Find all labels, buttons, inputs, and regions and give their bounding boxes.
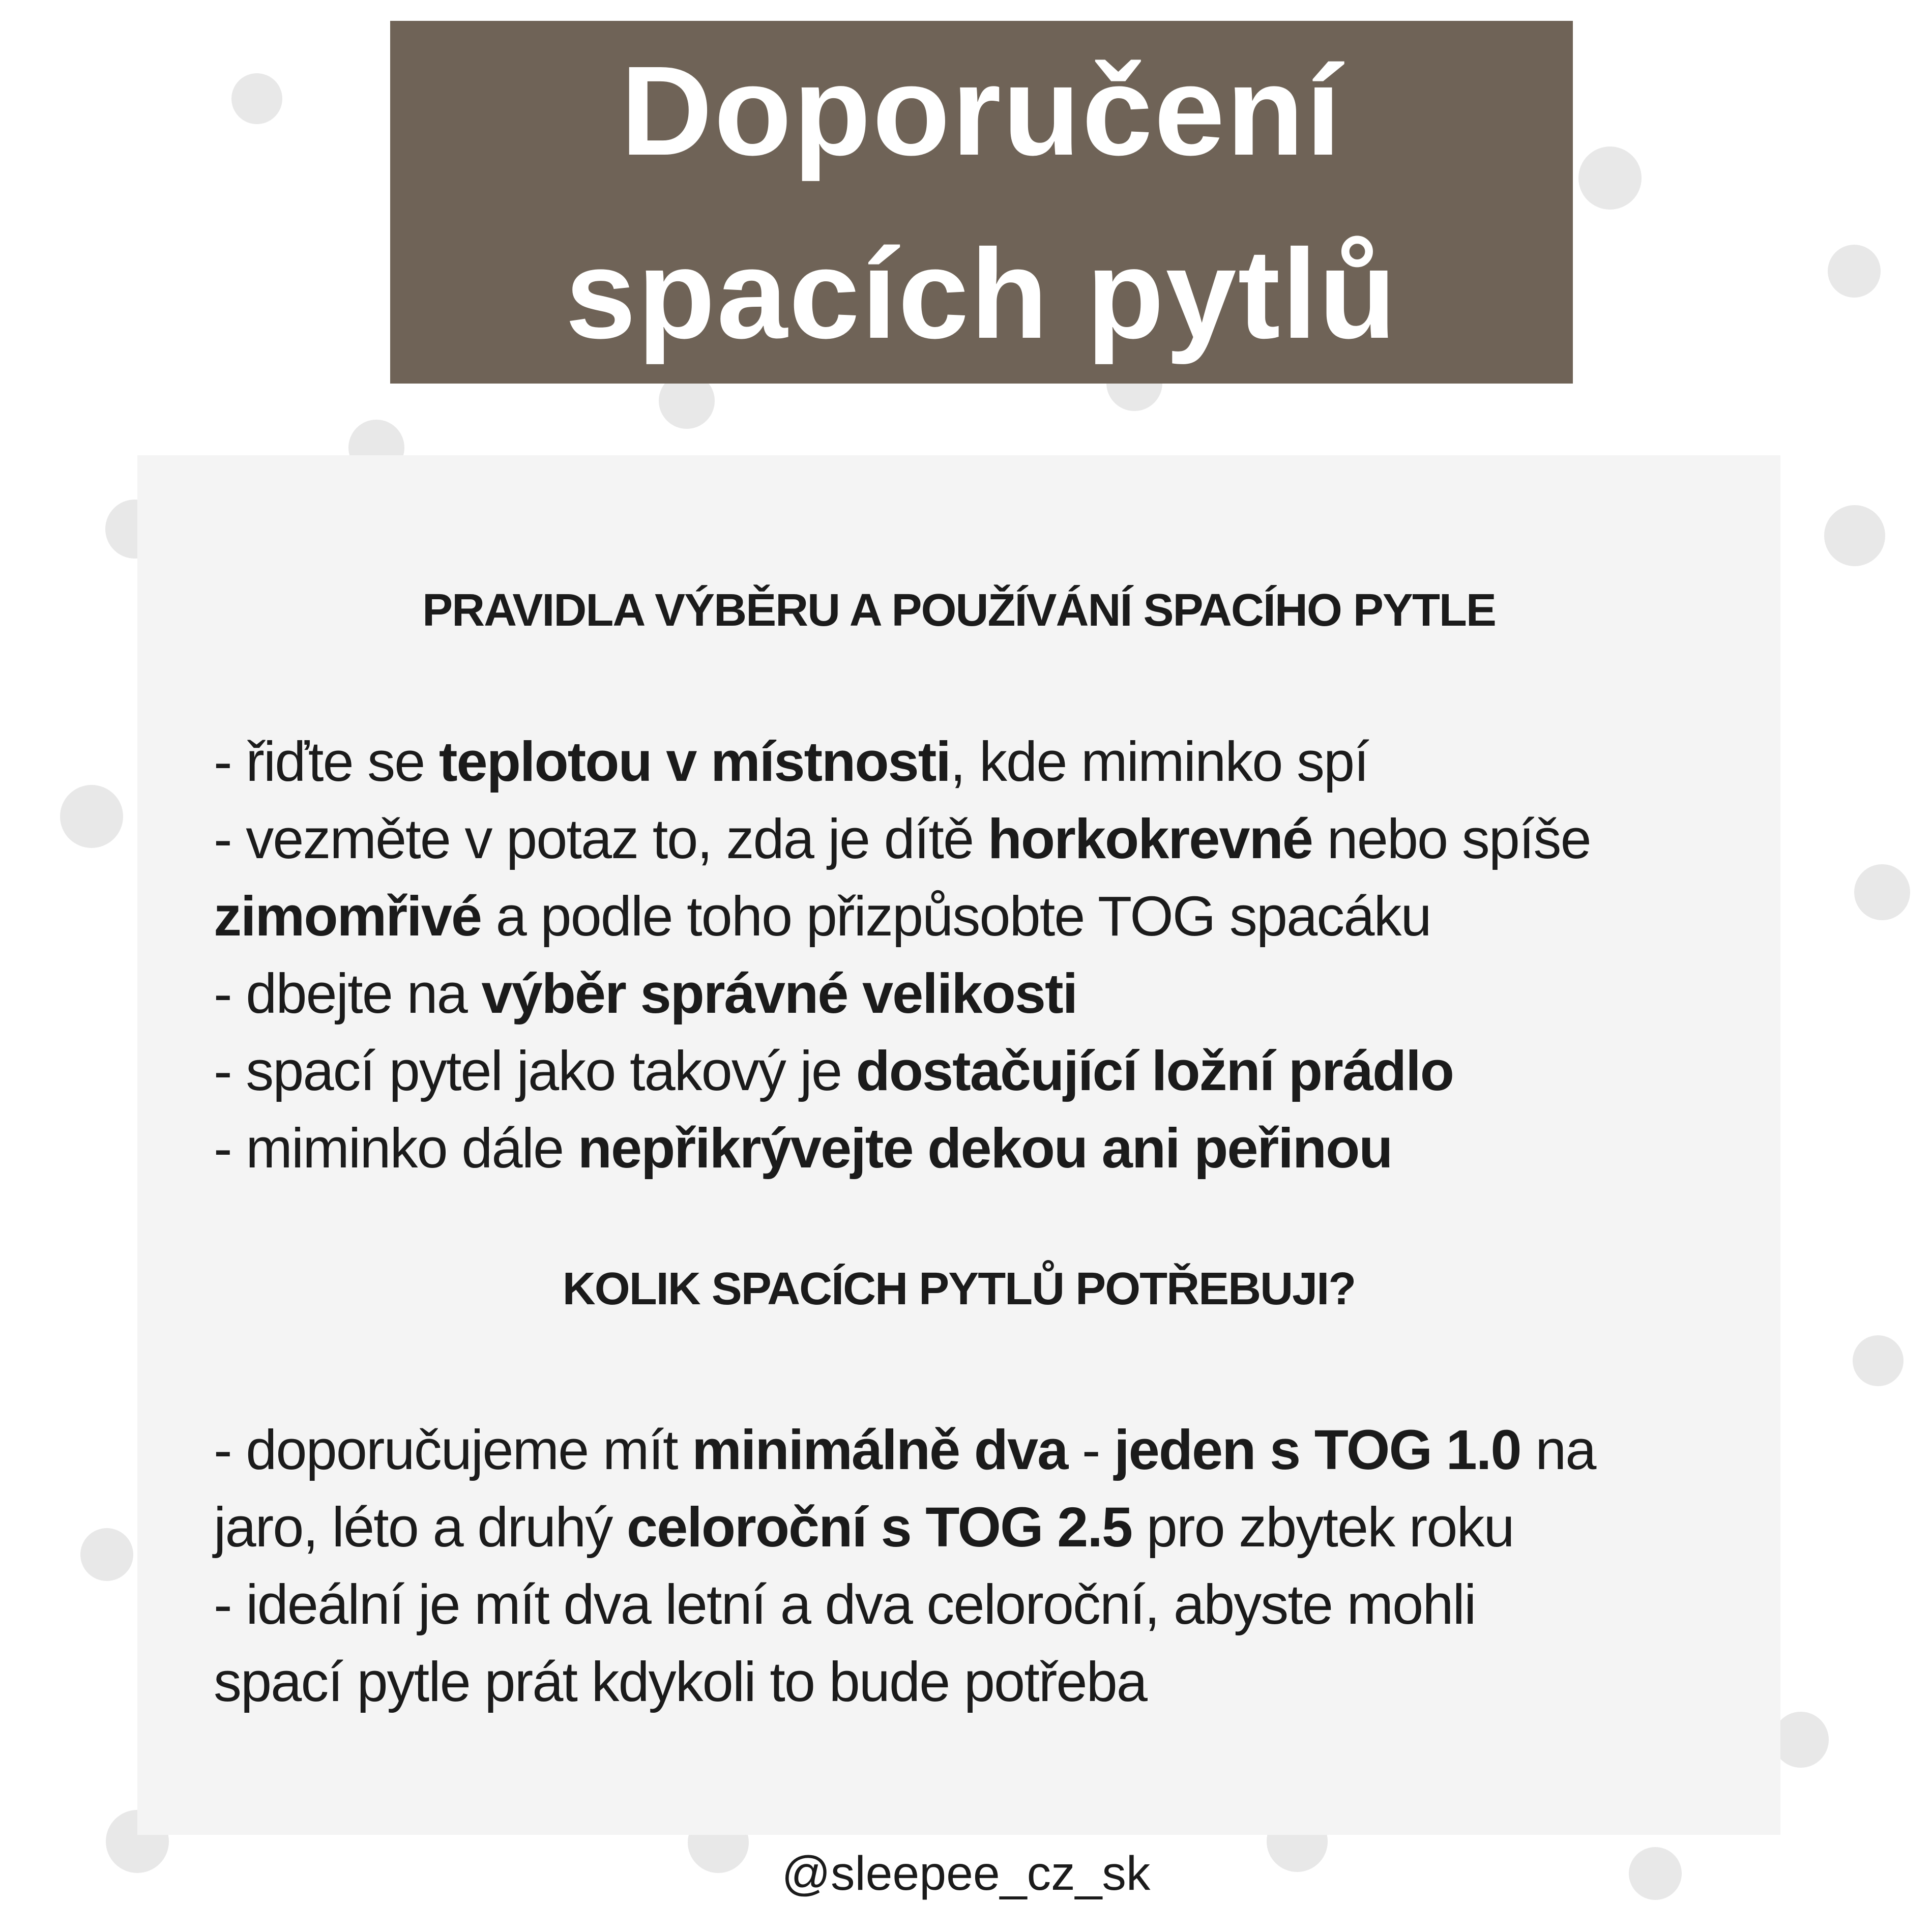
background-dot: [1824, 505, 1885, 566]
text-line: [214, 955, 1780, 1033]
plain-text: - spací pytel jako takový je: [214, 1040, 856, 1102]
bold-text: dostačující ložní prádlo: [856, 1040, 1453, 1102]
plain-text: jaro, léto a druhý: [214, 1496, 627, 1559]
bold-text: výběr správné velikosti: [481, 962, 1077, 1025]
bold-text: zimomřivé: [214, 885, 482, 948]
section2-heading: KOLIK SPACÍCH PYTLŮ POTŘEBUJI?: [562, 1264, 1356, 1314]
plain-text: pro zbytek roku: [1132, 1496, 1514, 1559]
title-line-2: spacích pytlů: [565, 222, 1398, 365]
background-dot: [80, 1528, 133, 1581]
section1-heading: PRAVIDLA VÝBĚRU A POUŽÍVÁNÍ SPACÍHO PYTLE: [422, 585, 1496, 636]
plain-text: na: [1520, 1419, 1596, 1481]
plain-text: -: [1067, 1419, 1115, 1481]
text-line: [214, 1566, 1780, 1644]
bold-text: teplotou v místnosti: [438, 730, 950, 793]
plain-text: nebo spíše: [1312, 808, 1591, 870]
bold-text: celoroční s TOG 2.5: [626, 1496, 1132, 1559]
text-line: [214, 1489, 1780, 1566]
text-line: [214, 1412, 1780, 1489]
plain-text: - řiďte se: [214, 730, 439, 793]
background-dot: [60, 785, 123, 848]
background-dot: [1578, 147, 1642, 210]
plain-text: - doporučujeme mít: [214, 1419, 692, 1481]
plain-text: a podle toho přizpůsobte TOG spacáku: [481, 885, 1431, 948]
section2-bullet-list: [214, 1412, 1780, 1721]
text-line: [214, 1110, 1780, 1187]
bold-text: jeden s TOG 1.0: [1114, 1419, 1521, 1481]
plain-text: - dbejte na: [214, 962, 482, 1025]
text-line: [214, 801, 1780, 878]
background-dot: [1828, 245, 1881, 298]
text-line: [214, 1644, 1780, 1721]
text-line: [214, 1033, 1780, 1110]
background-dot: [231, 73, 282, 124]
plain-text: - vezměte v potaz to, zda je dítě: [214, 808, 988, 870]
bold-text: nepřikrývejte dekou ani peřinou: [577, 1117, 1392, 1180]
bold-text: minimálně dva: [692, 1419, 1068, 1481]
plain-text: spací pytle prát kdykoli to bude potřeba: [214, 1651, 1147, 1713]
footer-handle: @sleepee_cz_sk: [781, 1847, 1151, 1900]
content-card: [137, 455, 1780, 1835]
text-line: [214, 878, 1780, 955]
bold-text: horkokrevné: [987, 808, 1312, 870]
title-line-1: Doporučení: [621, 39, 1342, 182]
text-line: [214, 723, 1780, 801]
background-dot: [1853, 1335, 1904, 1386]
title-banner: [390, 21, 1573, 384]
section1-bullet-list: [214, 723, 1780, 1187]
plain-text: - miminko dále: [214, 1117, 578, 1180]
background-dot: [1773, 1712, 1829, 1768]
plain-text: , kde miminko spí: [950, 730, 1368, 793]
plain-text: - ideální je mít dva letní a dva celoroční, abyste mohli: [214, 1573, 1476, 1636]
background-dot: [1854, 864, 1910, 920]
